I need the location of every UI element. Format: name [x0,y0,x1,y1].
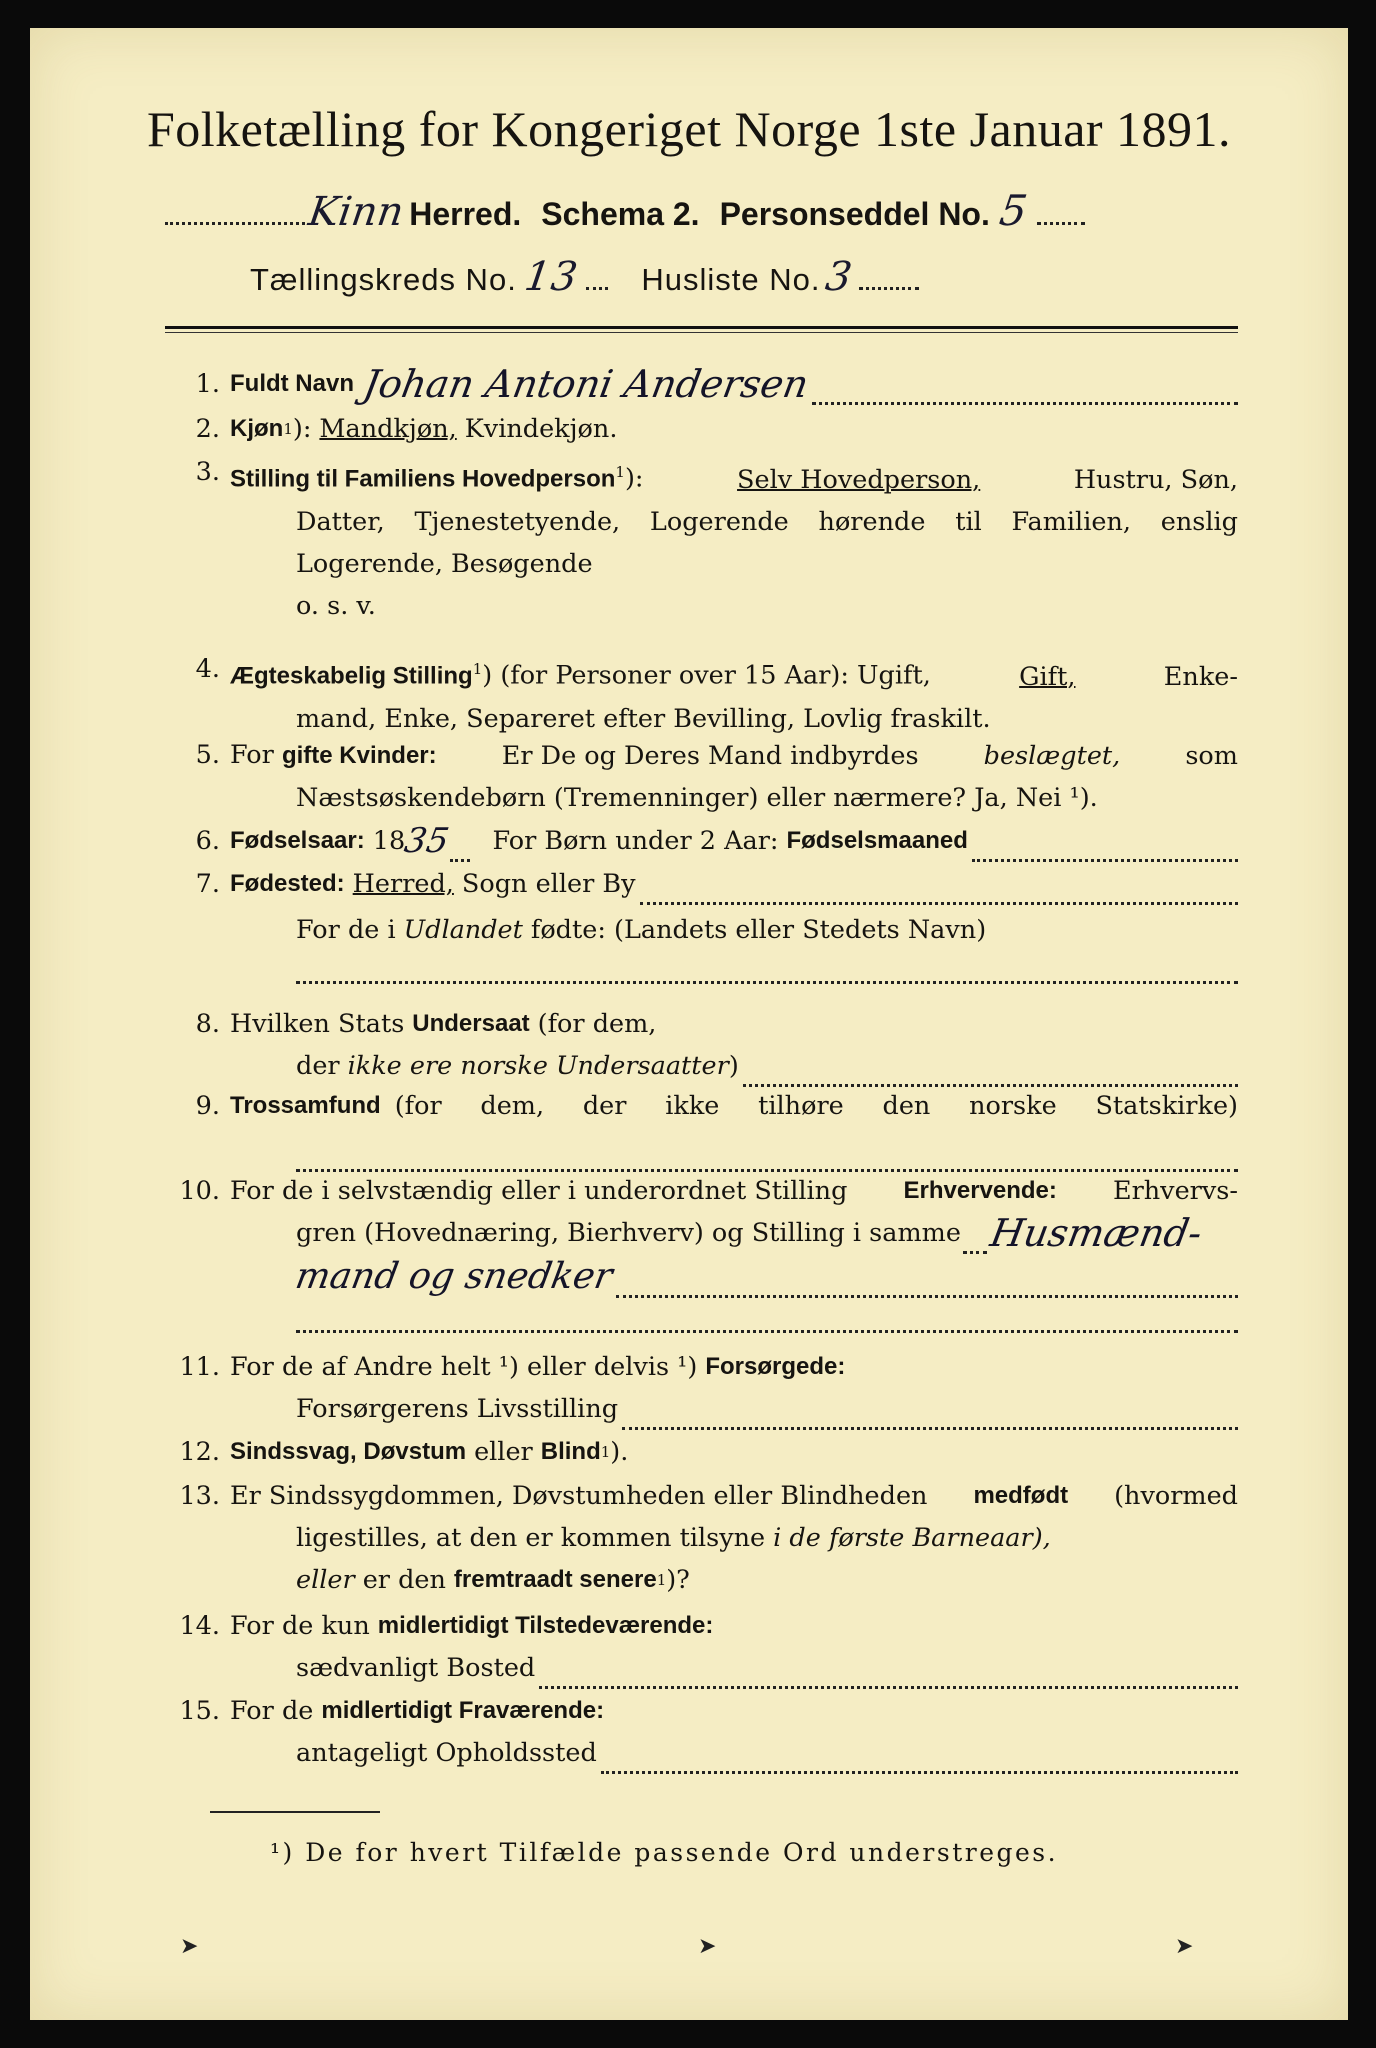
dotted-fill [601,1745,1238,1774]
census-form: Folketælling for Kongeriget Norge 1ste Januar 1891. Kinn Herred. Schema 2. Personseddel No. 5 Tællingskreds No. 13 Husliste No.3 1. Fuldt Navn Johan Antoni Andersen 2. Kjøn 1 ): Mandkjøn, Kvindekjøn. 3. Stilling til Familiens Hovedperson$^1$): Selv Hovedperson, Hustru, Søn, Datter, Tjenestetyende, Logerende hørende til Familien, enslig Logerende, Besøgende o. s. v. 4. Ægteskabelig Stilling$^1$) (for Personer over 15 Aar): Ugift, Gift, Enke- mand, Enke, Separeret efter Bevilling, Lovlig fraskilt. 5. For gifte Kvinder: Er De og Deres Mand indbyrdes beslægtet, som Næstsøskendebørn (Tremenninger) eller nærmere? Ja, Nei ¹). 6. Fødselsaar: 18 35 For Børn under 2 Aar: Fødselsmaaned 7. Fødested: Herred, Sogn eller By For de i Udlandet fødte: (Landets eller Stedets Navn) 8. Hvilken Stats Undersaat (for dem, der ikke ere norske Undersaatter ) 9. Trossamfund (for dem, der ikke tilhøre den norske Statskirke) 10. For de i selvstændig eller i underordnet Stilling Erhvervende: Erhvervs- gren (Hovednæring, Bierhverv) og Stilling i samme Husmænd- mand og snedker 11. For de af Andre helt ¹) eller delvis ¹) Forsørgede: Forsørgerens Livsstilling 12. Sindssvag, Døvstum eller Blind 1 ). 13. Er Sindssygdommen, Døvstumheden eller Blindheden medfødt (hvormed ligestilles, at den er kommen tilsyne i de første Barneaar), eller er den fremtraadt senere 1 )? 14. For de kun midlertidigt Tilstedeværende: sædvanligt Bosted 15. For de midlertidigt Fraværende: antageligt Opholdssted ¹) De for hvert Tilfælde passende Ord understreges. ➤ ➤ ➤ [30,28,1348,2020]
nationality-pre: Hvilken Stats [230,1009,405,1039]
item-number: 5. [195,740,220,770]
occupation-line2: gren (Hovednæring, Bierhverv) og Stilling i samme [296,1218,961,1248]
married-women-text: Er De og Deres Mand indbyrdes [501,741,919,771]
family-position-line4: o. s. v. [296,590,376,621]
congenital-italic: i de første Barneaar), [773,1523,1051,1553]
taellingskreds-label: Tællingskreds No. [250,262,517,297]
temp-absent-pre: For de [230,1696,314,1726]
supported-pre: For de af Andre helt ¹) eller delvis ¹) [230,1352,698,1382]
dotted-fill [450,857,470,862]
item-number: 9. [195,1091,220,1121]
usual-residence: sædvanligt Bosted [296,1653,536,1683]
dotted-fill [963,1249,987,1254]
full-name-label: Fuldt Navn [230,370,354,397]
dotted-fill [640,876,1238,905]
dotted-fill [296,1143,1238,1172]
dotted-fill [539,1660,1238,1689]
footnote-rule [210,1811,380,1813]
probable-residence: antageligt Opholdssted [296,1738,597,1768]
congenital-end: (hvormed [1114,1481,1238,1511]
footnote-ref: 1 [283,420,293,438]
item-number: 3. [195,457,220,487]
married-women-end: som [1185,741,1238,771]
dotted-fill [165,218,305,225]
occupation-end: Erhvervs- [1112,1176,1238,1206]
marital-options: Enke- [1163,661,1238,692]
personseddel-handwritten: 5 [996,186,1031,235]
supported-label: Forsørgede: [705,1353,846,1380]
disability-mid: eller [474,1437,533,1467]
abroad-pre: For de i [296,915,396,945]
birthplace-label: Fødested: [230,870,345,897]
congenital-line2: ligestilles, at den er kommen tilsyne [296,1523,766,1553]
schema-label: Schema 2. [541,196,700,232]
nationality-label: Undersaat [412,1010,530,1037]
nationality-text: (for dem, [537,1009,657,1039]
taellingskreds-handwritten: 13 [521,254,581,300]
marital-label: Ægteskabelig Stilling [230,662,473,690]
birth-year-handwritten: 35 [401,821,452,861]
item-number: 6. [195,826,220,856]
herred-label: Herred. [409,196,522,232]
corner-mark: ➤ [180,1934,199,1959]
full-name-handwritten: Johan Antoni Andersen [360,362,812,406]
item-number: 2. [195,414,220,444]
item-number: 4. [195,654,220,684]
married-women-pre: For [230,740,274,770]
occupation-handwritten-2: mand og snedker [292,1256,616,1297]
marital-line2: mand, Enke, Separeret efter Bevilling, Lovlig fraskilt. [296,703,991,734]
disability-end: ). [610,1437,629,1467]
birth-month-text: For Børn under 2 Aar: [492,826,779,856]
dotted-fill [616,1269,1238,1298]
occupation-handwritten-1: Husmænd- [987,1211,1206,1255]
sex-selected: Mandkjøn, [319,414,457,444]
marital-selected: Gift, [1019,661,1076,692]
corner-mark: ➤ [698,1934,717,1959]
birthplace-options: Sogn eller By [461,869,636,899]
religion-text: (for dem, der ikke tilhøre den norske Statskirke) [394,1091,1238,1121]
marital-text: ) (for Personer over 15 Aar): Ugift, [482,660,931,691]
footnote-ref: 1 [615,463,625,481]
family-position-line2: Datter, Tjenestetyende, Logerende hørende til Familien, enslig [296,506,1238,537]
item-number: 11. [179,1352,220,1382]
temp-absent-label: midlertidigt Fraværende: [321,1697,605,1724]
item-number: 8. [195,1009,220,1039]
item-number: 14. [179,1611,220,1641]
birth-year-prefix: 18 [372,826,406,856]
husliste-handwritten: 3 [823,254,857,300]
family-position-selected: Selv Hovedperson, [737,464,981,495]
corner-mark: ➤ [1175,1934,1194,1959]
item-number: 12. [179,1437,220,1467]
header-rule-thin [165,332,1238,333]
nationality-line2-pre: der [296,1051,340,1081]
taellingskreds-line [250,254,919,300]
sex-label: Kjøn [230,415,284,442]
temp-present-pre: For de kun [230,1611,370,1641]
item-number: 15. [179,1696,220,1726]
family-position-options: Hustru, Søn, [1073,464,1238,495]
footnote: ¹) De for hvert Tilfælde passende Ord understreges. [270,1838,1059,1867]
occupation-label: Erhvervende: [903,1177,1057,1204]
form-title: Folketælling for Kongeriget Norge 1ste Januar 1891. [146,101,1232,157]
dotted-fill [622,1401,1238,1430]
dotted-fill [1037,218,1085,225]
item-number: 7. [195,869,220,899]
dotted-fill [859,283,919,290]
religion-label: Trossamfund [230,1092,381,1119]
married-women-line2: Næstsøskendebørn (Tremenninger) eller nærmere? Ja, Nei ¹). [296,783,1098,813]
herred-schema-line [165,186,1238,235]
married-women-label: gifte Kvinder: [281,742,437,769]
sex-colon: ): [292,414,312,444]
congenital-pre: Er Sindssygdommen, Døvstumheden eller Blindheden [230,1481,928,1511]
dotted-fill [812,376,1238,405]
item-number: 13. [179,1481,220,1511]
husliste-label: Husliste No. [641,262,821,297]
congenital-eller: eller [296,1565,355,1595]
personseddel-label: Personseddel No. [719,196,990,232]
sex-options: Kvindekjøn. [464,414,618,444]
married-women-italic: beslægtet, [983,741,1121,771]
header-rule [165,326,1238,329]
birth-month-label: Fødselsmaaned [786,827,968,854]
occupation-pre: For de i selvstændig eller i underordnet Stilling [230,1176,848,1206]
dotted-fill [972,833,1238,862]
dotted-fill [743,1058,1238,1087]
disability-label: Sindssvag, Døvstum [230,1438,467,1465]
birth-year-label: Fødselsaar: [230,827,365,854]
nationality-italic: ikke ere norske Undersaatter [347,1051,729,1081]
congenital-mid: er den [362,1565,446,1595]
footnote-ref: 1 [472,660,483,678]
congenital-label: medfødt [973,1482,1069,1509]
later-label: fremtraadt senere [453,1566,657,1593]
temp-present-label: midlertidigt Tilstedeværende: [377,1612,714,1639]
congenital-line3-end: )? [666,1565,690,1595]
dotted-fill [296,1304,1238,1333]
supporter-occupation: Forsørgerens Livsstilling [296,1394,619,1424]
item-number: 1. [195,369,220,399]
abroad-text: fødte: (Landets eller Stedets Navn) [530,915,987,945]
herred-handwritten: Kinn [305,189,407,235]
blind-label: Blind [540,1438,601,1465]
dotted-fill [296,955,1238,984]
abroad-italic: Udlandet [403,915,523,945]
birthplace-selected: Herred, [352,869,454,899]
family-position-label: Stilling til Familiens Hovedperson [230,465,616,493]
dotted-fill [586,283,608,290]
family-position-line3: Logerende, Besøgende [296,548,593,579]
item-number: 10. [179,1176,220,1206]
